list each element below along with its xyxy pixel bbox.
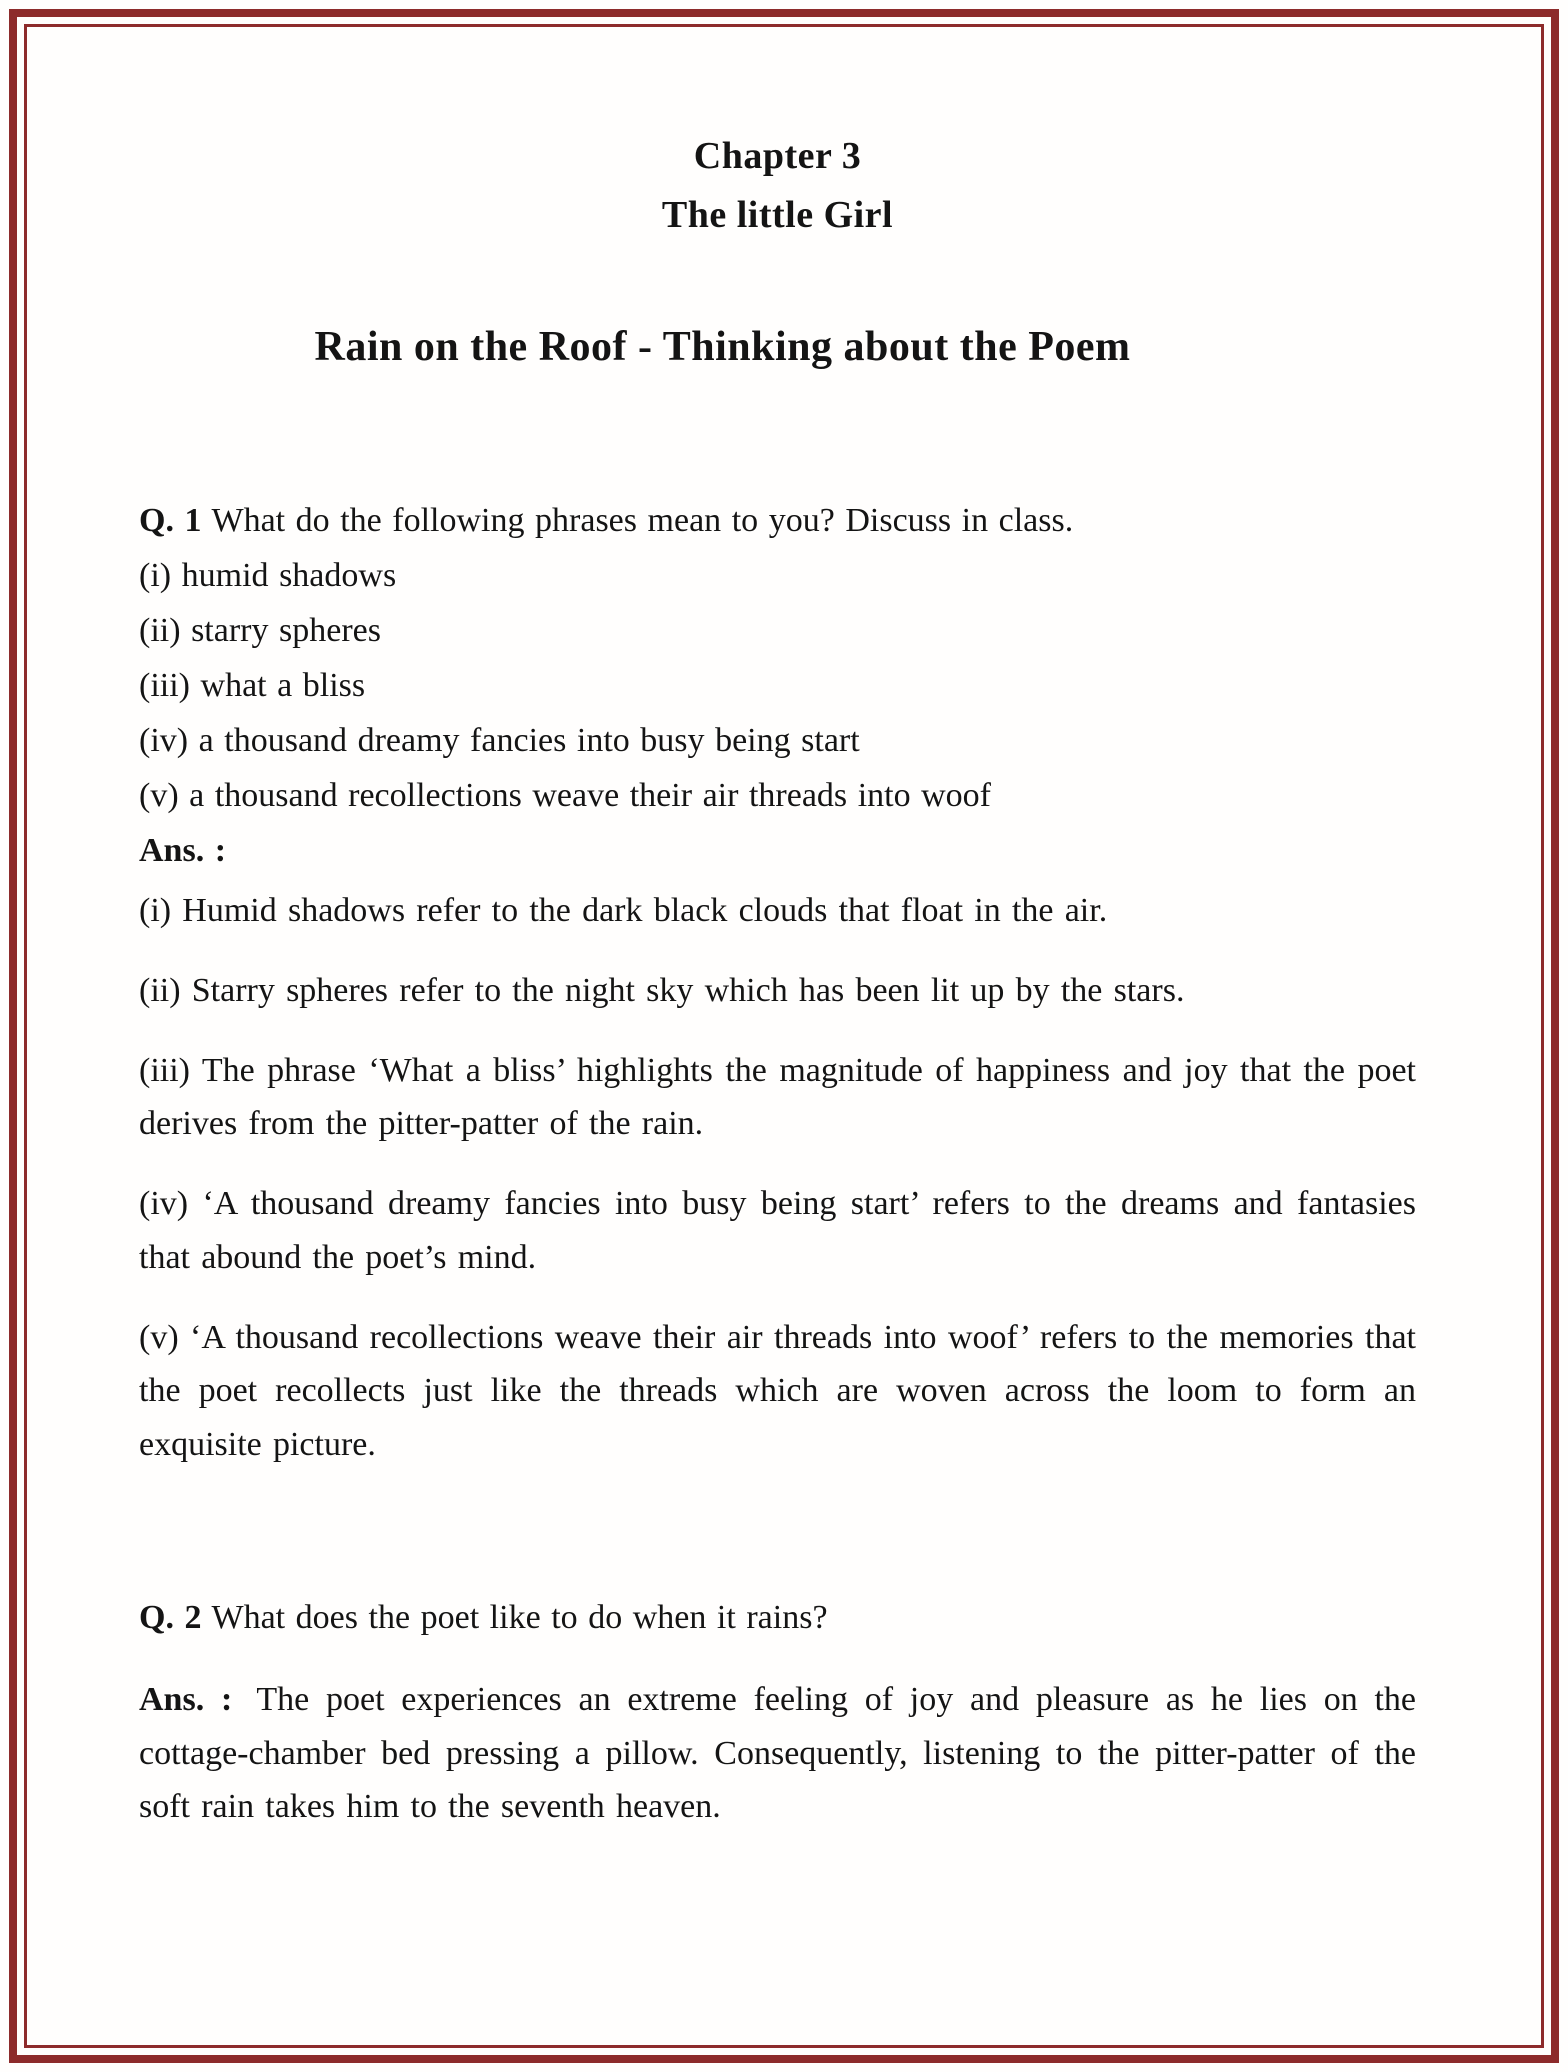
phrase-item: (v) a thousand recollections weave their air threads into woof xyxy=(139,777,992,815)
phrase-item: (iii) what a bliss xyxy=(139,667,366,705)
question-1-line xyxy=(139,493,1416,548)
question-1-text: What do the following phrases mean to you? Discuss in class. xyxy=(211,501,1074,539)
answer-paragraph: (v) ‘A thousand recollections weave their air threads into woof’ refers to the memories that the poet recollects just like the threads which are woven across the loom to form an exquisite picture. xyxy=(139,1318,1416,1464)
phrase-item: (ii) starry spheres xyxy=(139,611,381,649)
answer-paragraph: (i) Humid shadows refer to the dark black clouds that float in the air. xyxy=(139,892,1108,930)
question-1-label: Q. 1 xyxy=(139,501,202,539)
chapter-heading xyxy=(139,127,1416,245)
answer-paragraph: (iv) ‘A thousand dreamy fancies into busy being start’ refers to the dreams and fantasies that abound the poet’s mind. xyxy=(139,1185,1416,1276)
question-2-label: Q. 2 xyxy=(139,1598,202,1636)
phrase-item: (iv) a thousand dreamy fancies into busy being start xyxy=(139,722,860,760)
question-2-block xyxy=(139,1590,1416,1834)
chapter-number: Chapter 3 xyxy=(693,135,862,177)
inner-border-frame xyxy=(24,24,1544,2048)
question-2-line xyxy=(139,1590,1416,1645)
chapter-title: The little Girl xyxy=(661,193,894,236)
answer-1-paragraphs xyxy=(139,884,1416,1471)
outer-border-frame xyxy=(9,9,1559,2063)
section-subtitle: Rain on the Roof - Thinking about the Poem xyxy=(314,323,1131,370)
phrase-item: (i) humid shadows xyxy=(139,556,397,594)
answer-2-paragraph xyxy=(139,1673,1416,1834)
answer-1-label: Ans. : xyxy=(139,832,227,870)
answer-paragraph: (ii) Starry spheres refer to the night sky which has been lit up by the stars. xyxy=(139,972,1185,1010)
answer-2-label: Ans. : xyxy=(139,1680,233,1718)
question-2-text: What does the poet like to do when it rains? xyxy=(211,1598,828,1636)
answer-paragraph: (iii) The phrase ‘What a bliss’ highlights the magnitude of happiness and joy that the poet derives from the pitter-patter of the rain. xyxy=(139,1051,1416,1143)
question-1-block xyxy=(139,493,1416,1472)
answer-2-text: The poet experiences an extreme feeling of joy and pleasure as he lies on the cottage-chamber bed pressing a pillow. Consequently, listening to the pitter-patter of the soft rain takes him to the seventh heaven. xyxy=(139,1680,1416,1826)
